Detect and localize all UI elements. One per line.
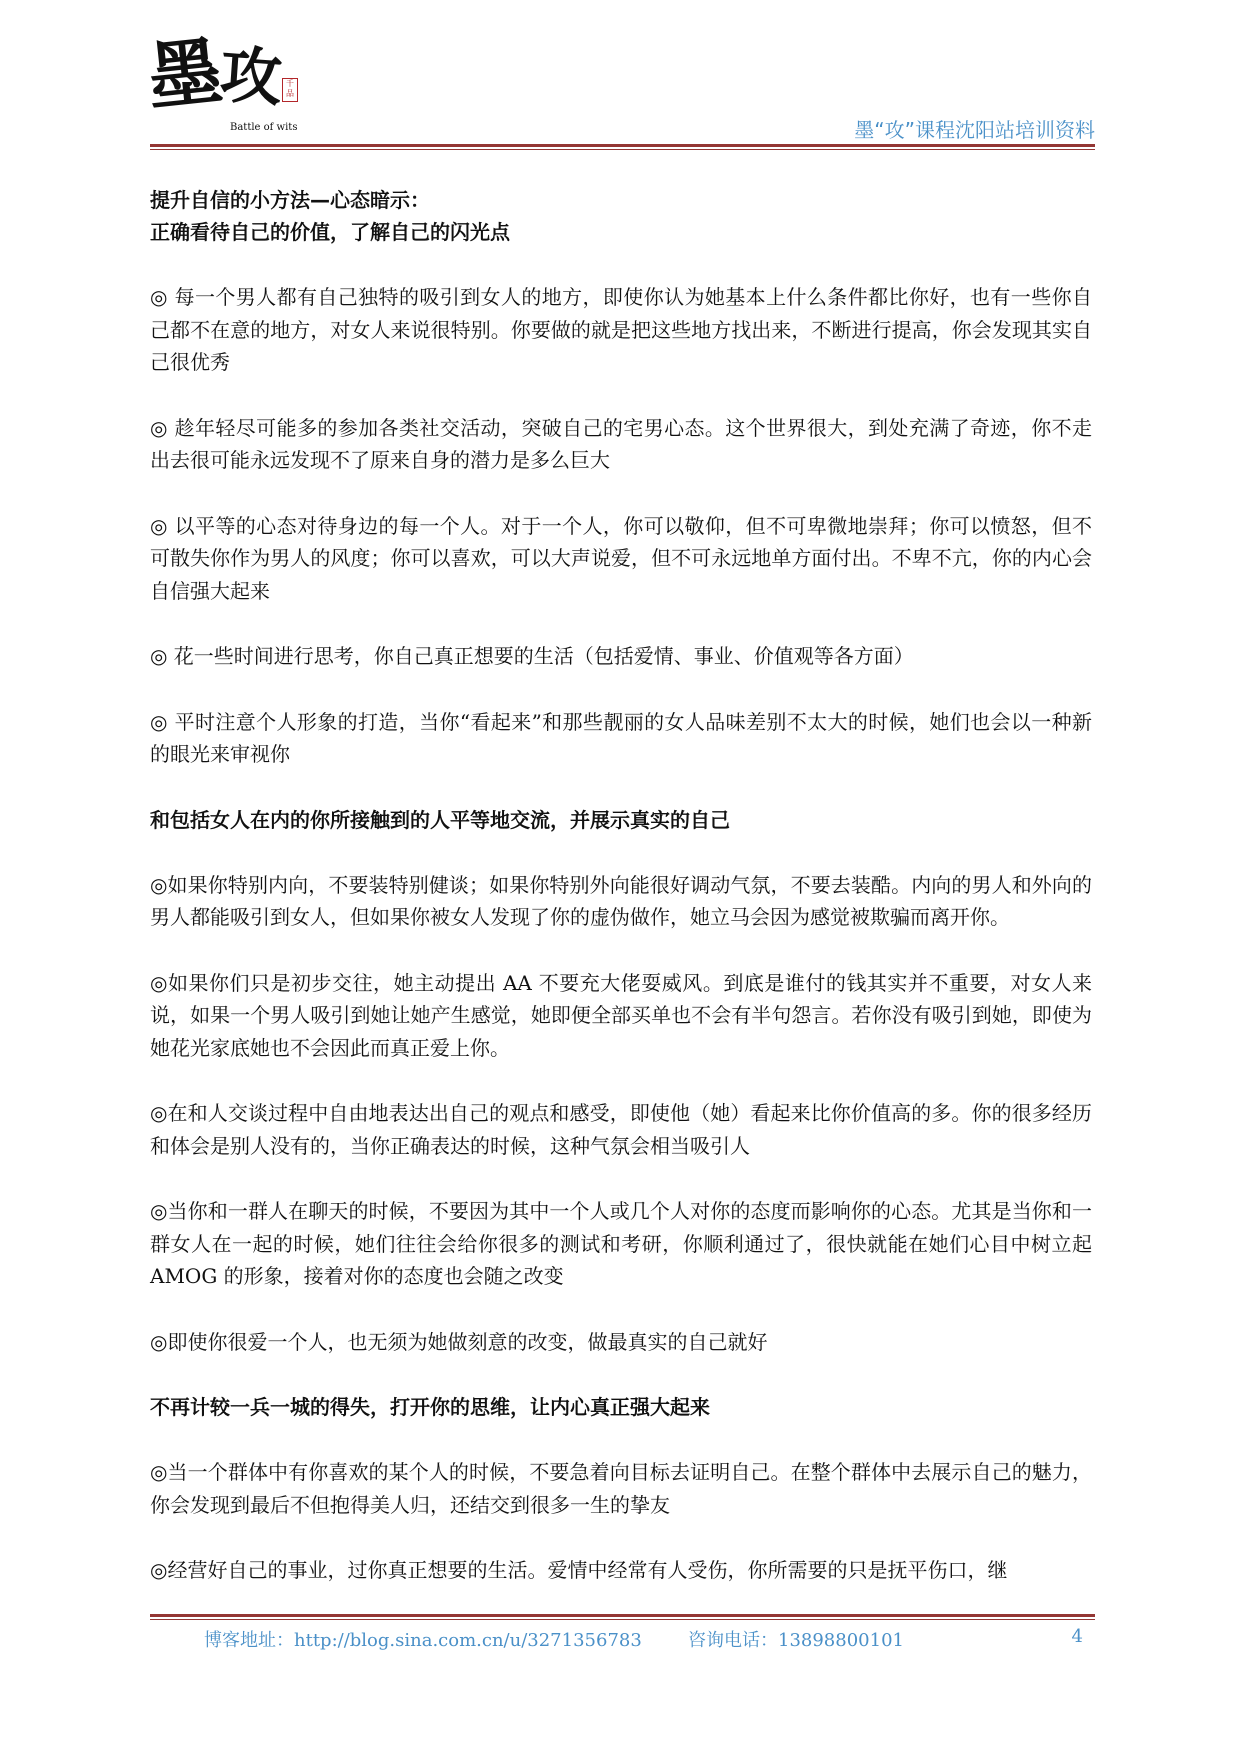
- section-heading: 正确看待自己的价值，了解自己的闪光点: [150, 220, 510, 244]
- paragraph: ◎如果你特别内向，不要装特别健谈；如果你特别外向能很好调动气氛，不要去装酷。内向的男人和外向的男人都能吸引到女人，但如果你被女人发现了你的虚伪做作，她立马会因为感觉被欺骗而离开你。: [150, 872, 1092, 929]
- paragraph: ◎ 每一个男人都有自己独特的吸引到女人的地方，即使你认为她基本上什么条件都比你好，也有一些你自己都不在意的地方，对女人来说很特别。你要做的就是把这些地方找出来，不断进行提高，你会发现其实自己很优秀: [150, 285, 1092, 374]
- page-footer: [150, 1626, 1095, 1656]
- footer-rule-thin: [150, 1619, 1095, 1620]
- logo-subtitle: Battle of wits: [230, 122, 298, 133]
- header-rule-thin: [150, 149, 1095, 150]
- paragraph: ◎即使你很爱一个人，也无须为她做刻意的改变，做最真实的自己就好: [150, 1329, 768, 1354]
- logo-second-char: 攻: [217, 37, 285, 116]
- paragraph: ◎ 花一些时间进行思考，你自己真正想要的生活（包括爱情、事业、价值观等各方面）: [150, 644, 914, 668]
- paragraph: ◎当你和一群人在聊天的时候，不要因为其中一个人或几个人对你的态度而影响你的心态。尤其是当你和一群女人在一起的时候，她们往往会给你很多的测试和考研，你顺利通过了，很快就能在她们心目中树立起 AMOG 的形象，接着对你的态度也会随之改变: [150, 1199, 1092, 1288]
- footer-blog-link[interactable]: 博客地址：http://blog.sina.com.cn/u/3271356783: [204, 1630, 642, 1651]
- paragraph: ◎ 以平等的心态对待身边的每一个人。对于一个人，你可以敬仰，但不可卑微地崇拜；你可以愤怒，但不可散失你作为男人的风度；你可以喜欢，可以大声说爱，但不可永远地单方面付出。不卑不亢，你的内心会自信强大起来: [150, 513, 1092, 603]
- paragraph: ◎经营好自己的事业，过你真正想要的生活。爱情中经常有人受伤，你所需要的只是抚平伤口，继: [150, 1558, 1008, 1582]
- page-header: [143, 28, 1095, 152]
- logo: [143, 28, 310, 140]
- paragraph: ◎当一个群体中有你喜欢的某个人的时候，不要急着向目标去证明自己。在整个群体中去展示自己的魅力，你会发现到最后不但抱得美人归，还结交到很多一生的挚友: [150, 1460, 1092, 1517]
- section-heading: 提升自信的小方法—心态暗示：: [150, 188, 430, 212]
- logo-seal: 千品: [282, 78, 298, 102]
- paragraph: ◎在和人交谈过程中自由地表达出自己的观点和感受，即使他（她）看起来比你价值高的多。你的很多经历和体会是别人没有的，当你正确表达的时候，这种气氛会相当吸引人: [150, 1101, 1092, 1158]
- header-title: 墨“攻”课程沈阳站培训资料: [854, 118, 1095, 142]
- document-body: [150, 184, 1092, 1587]
- paragraph: ◎ 趁年轻尽可能多的参加各类社交活动，突破自己的宅男心态。这个世界很大，到处充满了奇迹，你不走出去很可能永远发现不了原来自身的潜力是多么巨大: [150, 415, 1092, 472]
- paragraph: ◎ 平时注意个人形象的打造，当你“看起来”和那些靓丽的女人品味差别不太大的时候，她们也会以一种新的眼光来审视你: [150, 709, 1092, 766]
- logo-main-char: 墨: [143, 28, 227, 122]
- footer-rule-thick: [150, 1614, 1095, 1617]
- section-heading: 不再计较一兵一城的得失，打开你的思维，让内心真正强大起来: [150, 1395, 710, 1419]
- section-heading: 和包括女人在内的你所接触到的人平等地交流，并展示真实的自己: [150, 807, 730, 832]
- header-rule-thick: [150, 144, 1095, 147]
- footer-phone: 咨询电话：13898800101: [688, 1630, 904, 1651]
- paragraph: ◎如果你们只是初步交往，她主动提出 AA 不要充大佬耍威风。到底是谁付的钱其实并不重要，对女人来说，如果一个男人吸引到她让她产生感觉，她即便全部买单也不会有半句怨言。若你没有吸引到她，即使为她花光家底她也不会因此而真正爱上你。: [150, 970, 1092, 1060]
- page-number: 4: [1071, 1626, 1083, 1647]
